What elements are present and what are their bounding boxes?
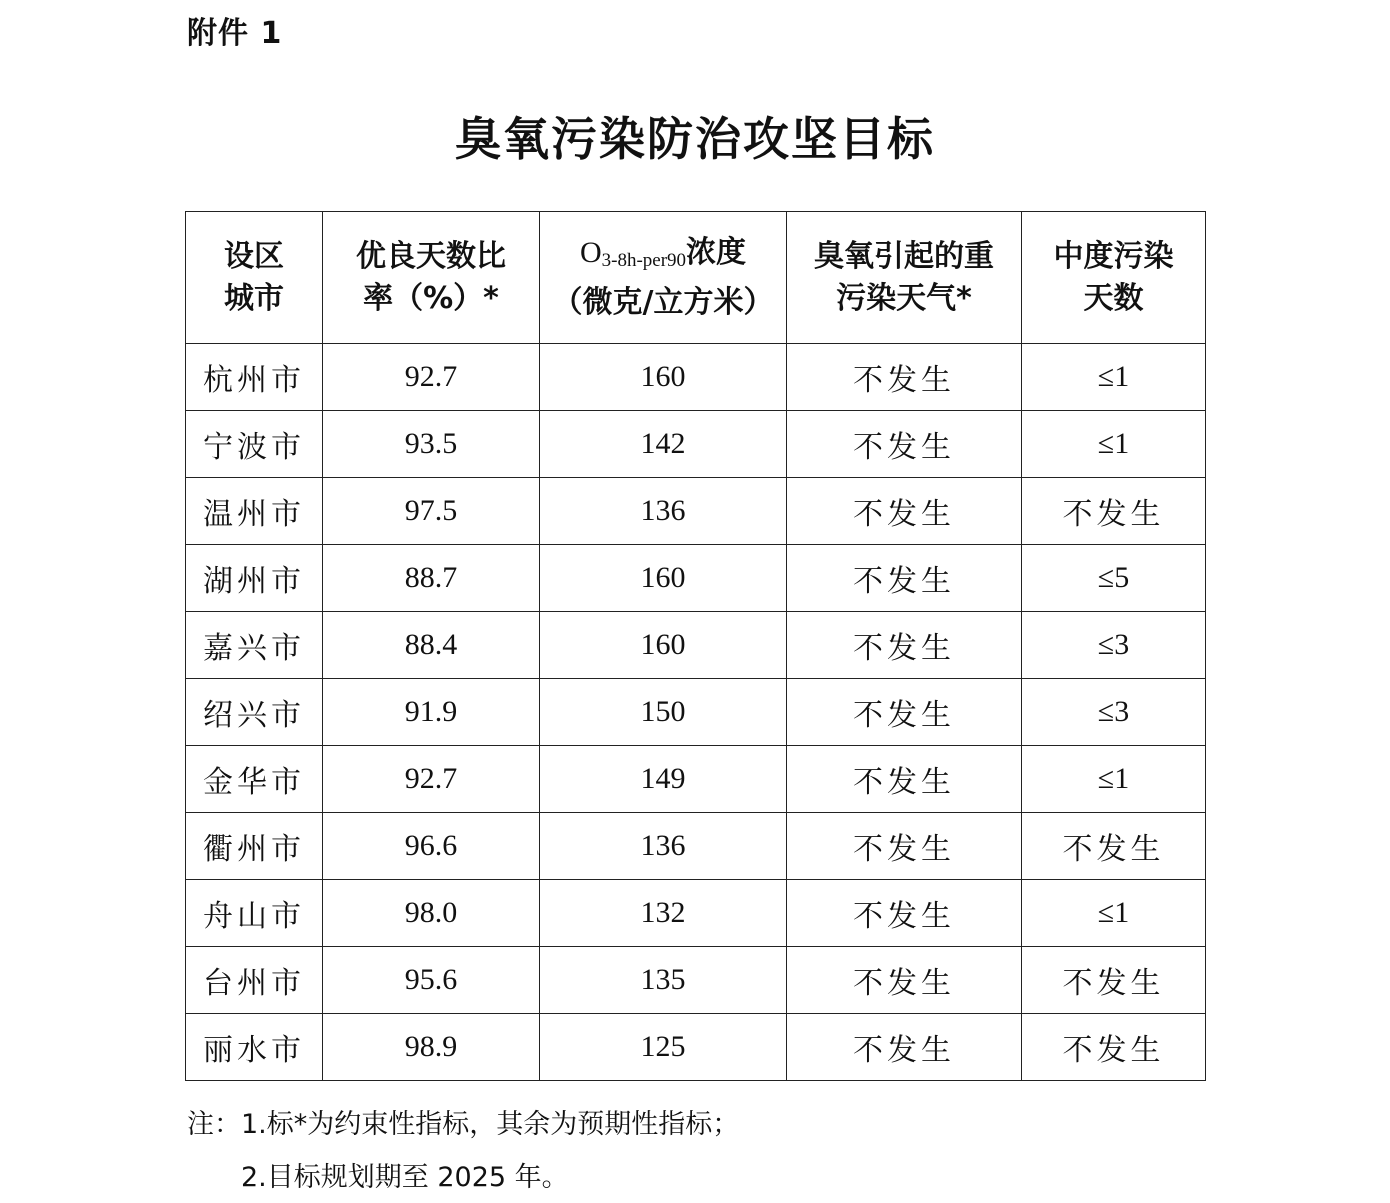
header-city-line2: 城市 [224,280,284,316]
header-heavy-line1: 臭氧引起的重 [814,238,994,274]
header-ratio-line2: 率（%）* [363,280,499,316]
cell-city: 湖州市 [186,545,323,612]
cell-moderate: 不发生 [1022,947,1206,1014]
cell-moderate: ≤1 [1022,880,1206,947]
cell-moderate: 不发生 [1022,478,1206,545]
cell-moderate: ≤1 [1022,344,1206,411]
cell-moderate: 不发生 [1022,813,1206,880]
header-moderate-line2: 天数 [1083,280,1144,316]
cell-heavy: 不发生 [787,411,1022,478]
cell-moderate: ≤5 [1022,545,1206,612]
table-row [186,746,1206,813]
cell-o3: 132 [540,880,787,947]
table-row [186,813,1206,880]
cell-moderate: ≤3 [1022,612,1206,679]
table-row [186,1014,1206,1081]
header-o3-symbol: O [579,235,602,269]
cell-o3: 150 [540,679,787,746]
cell-ratio: 96.6 [323,813,540,880]
table-row [186,679,1206,746]
table-row [186,947,1206,1014]
cell-ratio: 92.7 [323,344,540,411]
cell-heavy: 不发生 [787,612,1022,679]
header-o3-line2: （微克/立方米） [552,284,774,320]
cell-o3: 160 [540,344,787,411]
cell-o3: 136 [540,813,787,880]
header-ratio-line1: 优良天数比 [356,238,506,274]
document-title: 臭氧污染防治攻坚目标 [455,112,935,166]
cell-ratio: 98.0 [323,880,540,947]
table-row [186,344,1206,411]
cell-city: 温州市 [186,478,323,545]
cell-city: 丽水市 [186,1014,323,1081]
cell-ratio: 93.5 [323,411,540,478]
cell-ratio: 95.6 [323,947,540,1014]
cell-city: 金华市 [186,746,323,813]
attachment-label: 附件 1 [187,16,283,51]
cell-ratio: 88.7 [323,545,540,612]
cell-heavy: 不发生 [787,813,1022,880]
cell-ratio: 92.7 [323,746,540,813]
cell-o3: 160 [540,545,787,612]
header-city [186,212,323,344]
cell-moderate: ≤1 [1022,411,1206,478]
header-o3-line1-rest: 浓度 [686,234,747,270]
cell-o3: 160 [540,612,787,679]
cell-moderate: ≤1 [1022,746,1206,813]
header-good-days-ratio [323,212,540,344]
table-row [186,478,1206,545]
cell-ratio: 97.5 [323,478,540,545]
cell-heavy: 不发生 [787,679,1022,746]
table-row [186,545,1206,612]
cell-city: 衢州市 [186,813,323,880]
cell-moderate: ≤3 [1022,679,1206,746]
table-header-row [186,212,1206,344]
header-moderate-line1: 中度污染 [1053,238,1174,274]
header-city-line1: 设区 [224,238,284,274]
cell-city: 嘉兴市 [186,612,323,679]
cell-ratio: 98.9 [323,1014,540,1081]
footnote-1: 注：1.标*为约束性指标，其余为预期性指标； [187,1109,740,1140]
table-row [186,612,1206,679]
cell-o3: 125 [540,1014,787,1081]
cell-heavy: 不发生 [787,947,1022,1014]
header-heavy-line2: 污染天气* [836,280,972,316]
cell-city: 舟山市 [186,880,323,947]
table-row [186,880,1206,947]
table-row [186,411,1206,478]
cell-heavy: 不发生 [787,344,1022,411]
cell-heavy: 不发生 [787,880,1022,947]
header-moderate-pollution-days [1022,212,1206,344]
cell-city: 宁波市 [186,411,323,478]
cell-heavy: 不发生 [787,746,1022,813]
cell-city: 杭州市 [186,344,323,411]
footnote-2: 2.目标规划期至 2025 年。 [241,1162,569,1193]
cell-o3: 135 [540,947,787,1014]
cell-moderate: 不发生 [1022,1014,1206,1081]
cell-city: 台州市 [186,947,323,1014]
ozone-target-table [185,211,1206,1081]
cell-ratio: 88.4 [323,612,540,679]
cell-ratio: 91.9 [323,679,540,746]
cell-o3: 142 [540,411,787,478]
header-heavy-pollution [787,212,1022,344]
header-o3-subscript: 3-8h-per90 [601,249,687,271]
cell-o3: 136 [540,478,787,545]
cell-heavy: 不发生 [787,545,1022,612]
header-o3-concentration [540,212,787,344]
cell-city: 绍兴市 [186,679,323,746]
cell-heavy: 不发生 [787,1014,1022,1081]
cell-o3: 149 [540,746,787,813]
cell-heavy: 不发生 [787,478,1022,545]
